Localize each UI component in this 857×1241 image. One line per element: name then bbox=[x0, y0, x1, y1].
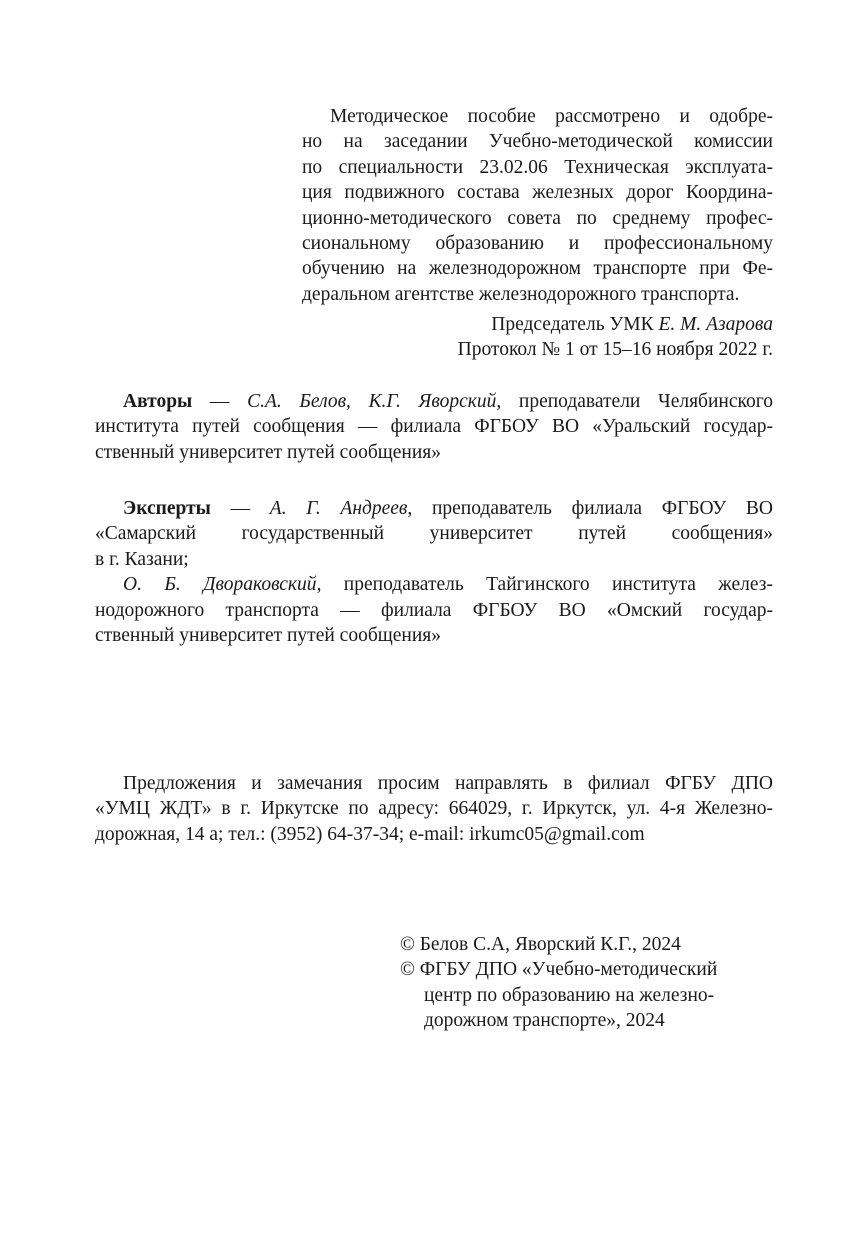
approval-line: ционно-методического совета по среднему профес- bbox=[302, 207, 773, 229]
experts-line: нодорожного транспорта — филиала ФГБОУ ВО «Омский государ- bbox=[95, 599, 773, 621]
authors-line: института путей сообщения — филиала ФГБОУ ВО «Уральский государ- bbox=[95, 416, 773, 438]
experts-dash: — bbox=[210, 498, 270, 519]
chair-line bbox=[400, 312, 773, 337]
chair-prefix: Председатель УМК bbox=[491, 314, 659, 335]
copyright-line: © Белов С.А, Яворский К.Г., 2024 bbox=[400, 934, 681, 955]
approval-note bbox=[302, 104, 773, 307]
chair-block bbox=[400, 312, 773, 363]
copyright-block bbox=[400, 932, 773, 1034]
experts-line bbox=[95, 572, 773, 597]
protocol-line: Протокол № 1 от 15–16 ноября 2022 г. bbox=[457, 339, 773, 361]
feedback-block bbox=[95, 771, 773, 847]
approval-line: обучению на железнодорожном транспорте при Фе- bbox=[302, 258, 773, 280]
authors-line bbox=[95, 389, 773, 414]
experts-line: ственный университет путей сообщения» bbox=[95, 625, 442, 647]
approval-line: ция подвижного состава железных дорог Координа- bbox=[302, 182, 773, 204]
feedback-line: Предложения и замечания просим направлять в филиал ФГБУ ДПО bbox=[123, 773, 773, 794]
copyright-line: дорожном транспорте», 2024 bbox=[424, 1010, 665, 1032]
authors-block bbox=[95, 389, 773, 465]
copyright-line: © ФГБУ ДПО «Учебно-методический bbox=[400, 959, 718, 981]
approval-line: Методическое пособие рассмотрено и одобре- bbox=[330, 106, 773, 127]
expert-name-2: О. Б. Двораковский bbox=[123, 574, 317, 596]
authors-dash: — bbox=[192, 391, 248, 412]
authors-label: Авторы bbox=[123, 391, 193, 412]
feedback-line: «УМЦ ЖДТ» в г. Иркутске по адресу: 664029, г. Иркутск, ул. 4-я Железно- bbox=[95, 798, 773, 820]
chair-name: Е. М. Азарова bbox=[658, 314, 773, 335]
experts-line bbox=[95, 496, 773, 521]
experts-block bbox=[95, 496, 773, 648]
authors-names: С.А. Белов, К.Г. Яворский bbox=[247, 391, 497, 412]
copyright-line: центр по образованию на железно- bbox=[424, 984, 715, 1006]
approval-line: деральном агентстве железнодорожного транспорта. bbox=[302, 283, 740, 305]
experts-label: Эксперты bbox=[123, 498, 211, 519]
authors-line1-rest: , преподаватели Челябинского bbox=[496, 391, 773, 412]
experts-line: «Самарский государственный университет путей сообщения» bbox=[95, 523, 773, 545]
experts-line: в г. Казани; bbox=[95, 548, 189, 570]
approval-line: по специальности 23.02.06 Техническая эксплуата- bbox=[302, 156, 773, 178]
approval-line: сиональному образованию и профессиональному bbox=[302, 233, 773, 255]
authors-line: ственный университет путей сообщения» bbox=[95, 441, 442, 463]
expert-name-1: А. Г. Андреев bbox=[269, 498, 408, 519]
experts-line4-rest: , преподаватель Тайгинского института желез- bbox=[316, 574, 773, 596]
experts-line1-rest: , преподаватель филиала ФГБОУ ВО bbox=[407, 498, 774, 519]
feedback-line: дорожная, 14 а; тел.: (3952) 64-37-34; e-mail: irkumc05@gmail.com bbox=[95, 823, 645, 845]
approval-line: но на заседании Учебно-методической комиссии bbox=[302, 131, 773, 153]
